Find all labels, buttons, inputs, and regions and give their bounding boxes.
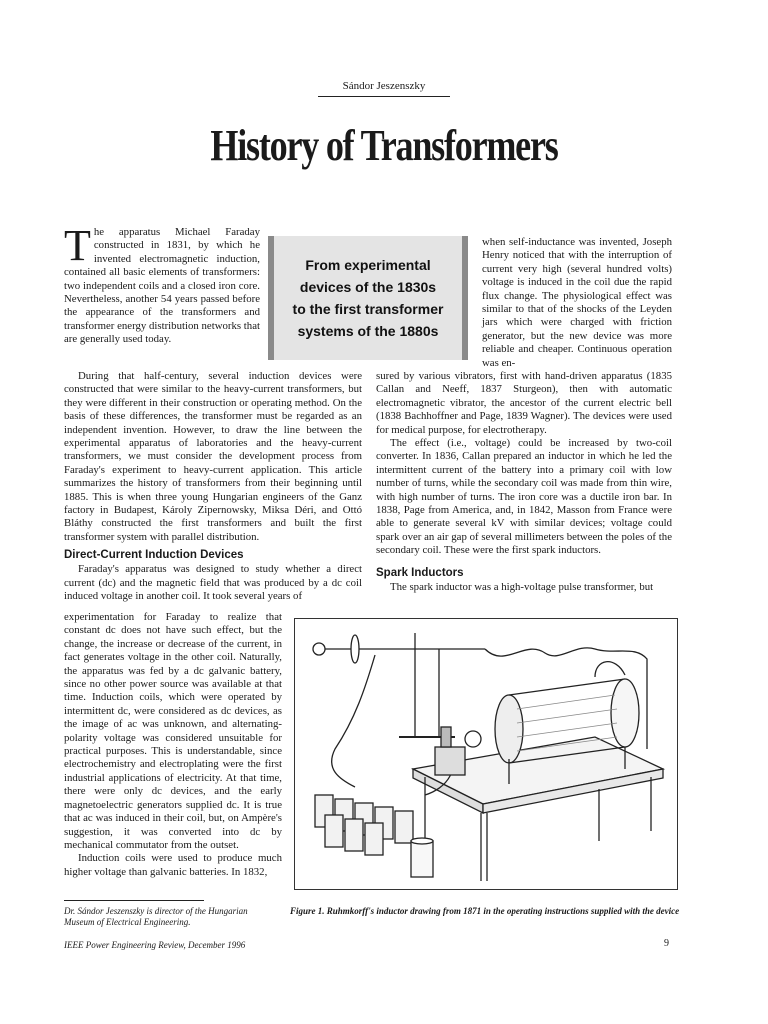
footnote-rule	[64, 900, 204, 901]
pull-quote	[268, 236, 468, 360]
figure-ruhmkorff-inductor	[294, 618, 678, 890]
col3-paragraph: when self-inductance was invented, Joseph Henry noticed that with the interruption of current very high (several hundred volts) voltage is induced in the coil due the rapid flux change. The physiological effect was similar to that of the shocks of the Leyden jars which were charged with friction generator, but the new device was more reliable and cheaper. Continuous operation was en-	[482, 236, 672, 369]
paragraph-faraday-cont: experimentation for Faraday to realize that constant dc does not have such effect, but the change, the increase or decrease of the current, in fact generates voltage in the other coil. Naturally, the apparatus was fed by a dc galvanic battery, since no other power source was available at that time. Induction coils, which were operated by intermittent dc, were considered as dc devices, as the image of ac was unknown, and alternating-polarity voltage was considered unsuitable for practical purposes. This is understandable, since electrochemistry and electroplating were the first industrial applications of electricity. At that time, there were only dc devices, and the early magnetoelectric generators supplied dc. It is true that ac was induced in their coil, but, on Ampère's suggestion, it was converted into dc by mechanical commutator from the outset.	[64, 611, 282, 851]
pull-quote-line: From experimental	[305, 257, 431, 273]
journal-footer: IEEE Power Engineering Review, December 1996	[64, 940, 246, 950]
inductor-illustration	[295, 619, 677, 889]
paragraph-faraday: Faraday's apparatus was designed to study whether a direct current (dc) and the magnetic field that was produced by a dc coil induced voltage in another coil. It took several years of	[64, 563, 362, 603]
paragraph-callan: The effect (i.e., voltage) could be increased by two-coil converter. In 1836, Callan prepared an inductor in which he led the intermittent current of the battery into a primary coil with low number of turns, while the secondary coil was made from thin wire, with high number of turns. The iron core was a ductile iron bar. In 1838, Page from America, and, in 1842, Masson from France were able to generate several kV with similar devices; voltage could spark over an air gap of several millimeters between the poles of the secondary coil. These were the first spark inductors.	[376, 437, 672, 557]
pull-quote-line: systems of the 1880s	[297, 323, 439, 339]
right-column	[376, 370, 672, 594]
paragraph-vibrators: sured by various vibrators, first with hand-driven apparatus (1835 Callan and Neeff, 1837 Sturgeon), then with automatic electromagnetic vibrator, the ancestor of the current electric bell (1838 Bachhoffner and Page, 1839 Wagner). The devices were used for medical purpose, for electrotherapy.	[376, 370, 672, 436]
author-footnote: Dr. Sándor Jeszenszky is director of the Hungarian Museum of Electrical Engineering.	[64, 906, 248, 927]
paragraph-induction-coils: Induction coils were used to produce much higher voltage than galvanic batteries. In 1832,	[64, 852, 282, 878]
paragraph-half-century: During that half-century, several induction devices were constructed that were similar to the heavy-current transformers, but they were different in their construction or operating method. On the basis of these differences, the transformer must be regarded as an independent invention. However, to draw the line between the experimental apparatus of laboratories and the heavy-current transformers, we must consider the development process from Faraday's experiment to heavy-current application. This article summarizes the history of transformers from their beginning until 1885. This is when three young Hungarian engineers of the Ganz factory in Budapest, Károly Zipernowsky, Miksa Déri, and Ottó Bláthy constructed the first transformers and built the first transformer system with parallel distribution.	[64, 370, 362, 543]
left-wide-column	[64, 370, 362, 604]
intro-column	[64, 221, 260, 347]
article-title: History of Transformers	[210, 121, 558, 170]
paragraph-spark: The spark inductor was a high-voltage pulse transformer, but	[390, 580, 654, 593]
column-3-top	[482, 236, 672, 370]
pull-quote-line: to the first transformer	[292, 301, 444, 317]
author-name: Sándor Jeszenszky	[342, 80, 426, 92]
section-heading-spark: Spark Inductors	[376, 566, 464, 579]
figure-caption: Figure 1. Ruhmkorff's inductor drawing from 1871 in the operating instructions supplied with the device	[290, 906, 680, 916]
left-narrow-column	[64, 611, 282, 879]
pull-quote-line: devices of the 1830s	[299, 279, 437, 295]
section-heading-dc: Direct-Current Induction Devices	[64, 549, 244, 562]
intro-paragraph	[64, 221, 260, 347]
page-number: 9	[664, 938, 669, 949]
drop-cap: T	[64, 221, 91, 270]
intro-text: he apparatus Michael Faraday constructed in 1831, by which he invented electromagnetic induction, contained all basic elements of transformers: two independent coils and a closed iron core. Nevertheless, another 54 years passed before the appearance of the transformers and transformer energy distribution networks that are generally used today.	[64, 226, 260, 346]
author-rule	[318, 96, 450, 97]
